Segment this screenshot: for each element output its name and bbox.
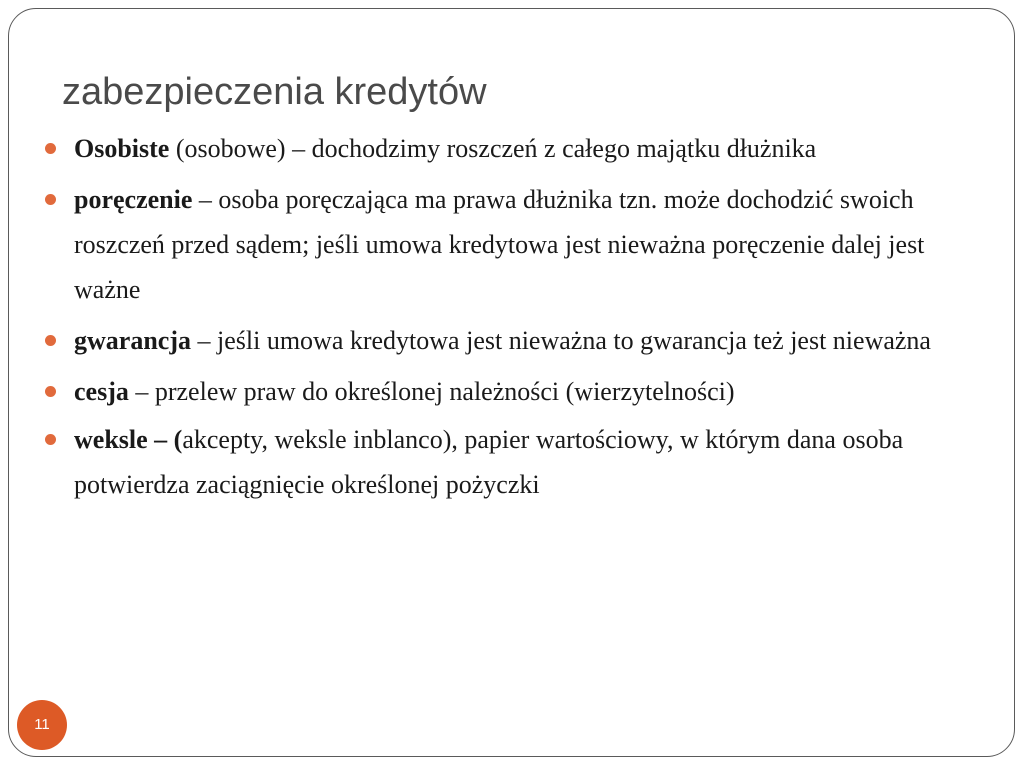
bullet-text: – przelew praw do określonej należności (wierzytelności) (128, 377, 735, 406)
bullet-text: – jeśli umowa kredytowa jest nieważna to gwarancja też jest nieważna (190, 326, 931, 355)
bullet-term: Osobiste (74, 134, 170, 163)
bullet-dot-icon (45, 194, 56, 205)
bullet-item-cesja (42, 369, 962, 414)
bullet-term: cesja (74, 377, 129, 406)
bullet-item-poreczenie (42, 177, 962, 312)
bullet-item-osobiste (42, 126, 962, 171)
bullet-item-weksle (42, 417, 962, 507)
bullet-list (42, 126, 962, 513)
bullet-item-gwarancja (42, 318, 962, 363)
bullet-text: (osobowe) – dochodzimy roszczeń z całego majątku dłużnika (169, 134, 817, 163)
bullet-term: poręczenie (74, 185, 193, 214)
bullet-dot-icon (45, 434, 56, 445)
bullet-dot-icon (45, 143, 56, 154)
bullet-term: gwarancja (74, 326, 191, 355)
page-number-badge: 11 (17, 700, 67, 750)
bullet-dot-icon (45, 335, 56, 346)
bullet-text: – osoba poręczająca ma prawa dłużnika tzn. może dochodzić swoich roszczeń przed sądem; jeśli umowa kredytowa jest nieważna poręczenie dalej jest ważne (74, 185, 925, 304)
bullet-dot-icon (45, 386, 56, 397)
bullet-text: akcepty, weksle inblanco), papier wartościowy, w którym dana osoba potwierdza zaciągnięcie określonej pożyczki (74, 425, 904, 499)
bullet-term: weksle – ( (74, 425, 183, 454)
slide-title: zabezpieczenia kredytów (62, 71, 487, 113)
